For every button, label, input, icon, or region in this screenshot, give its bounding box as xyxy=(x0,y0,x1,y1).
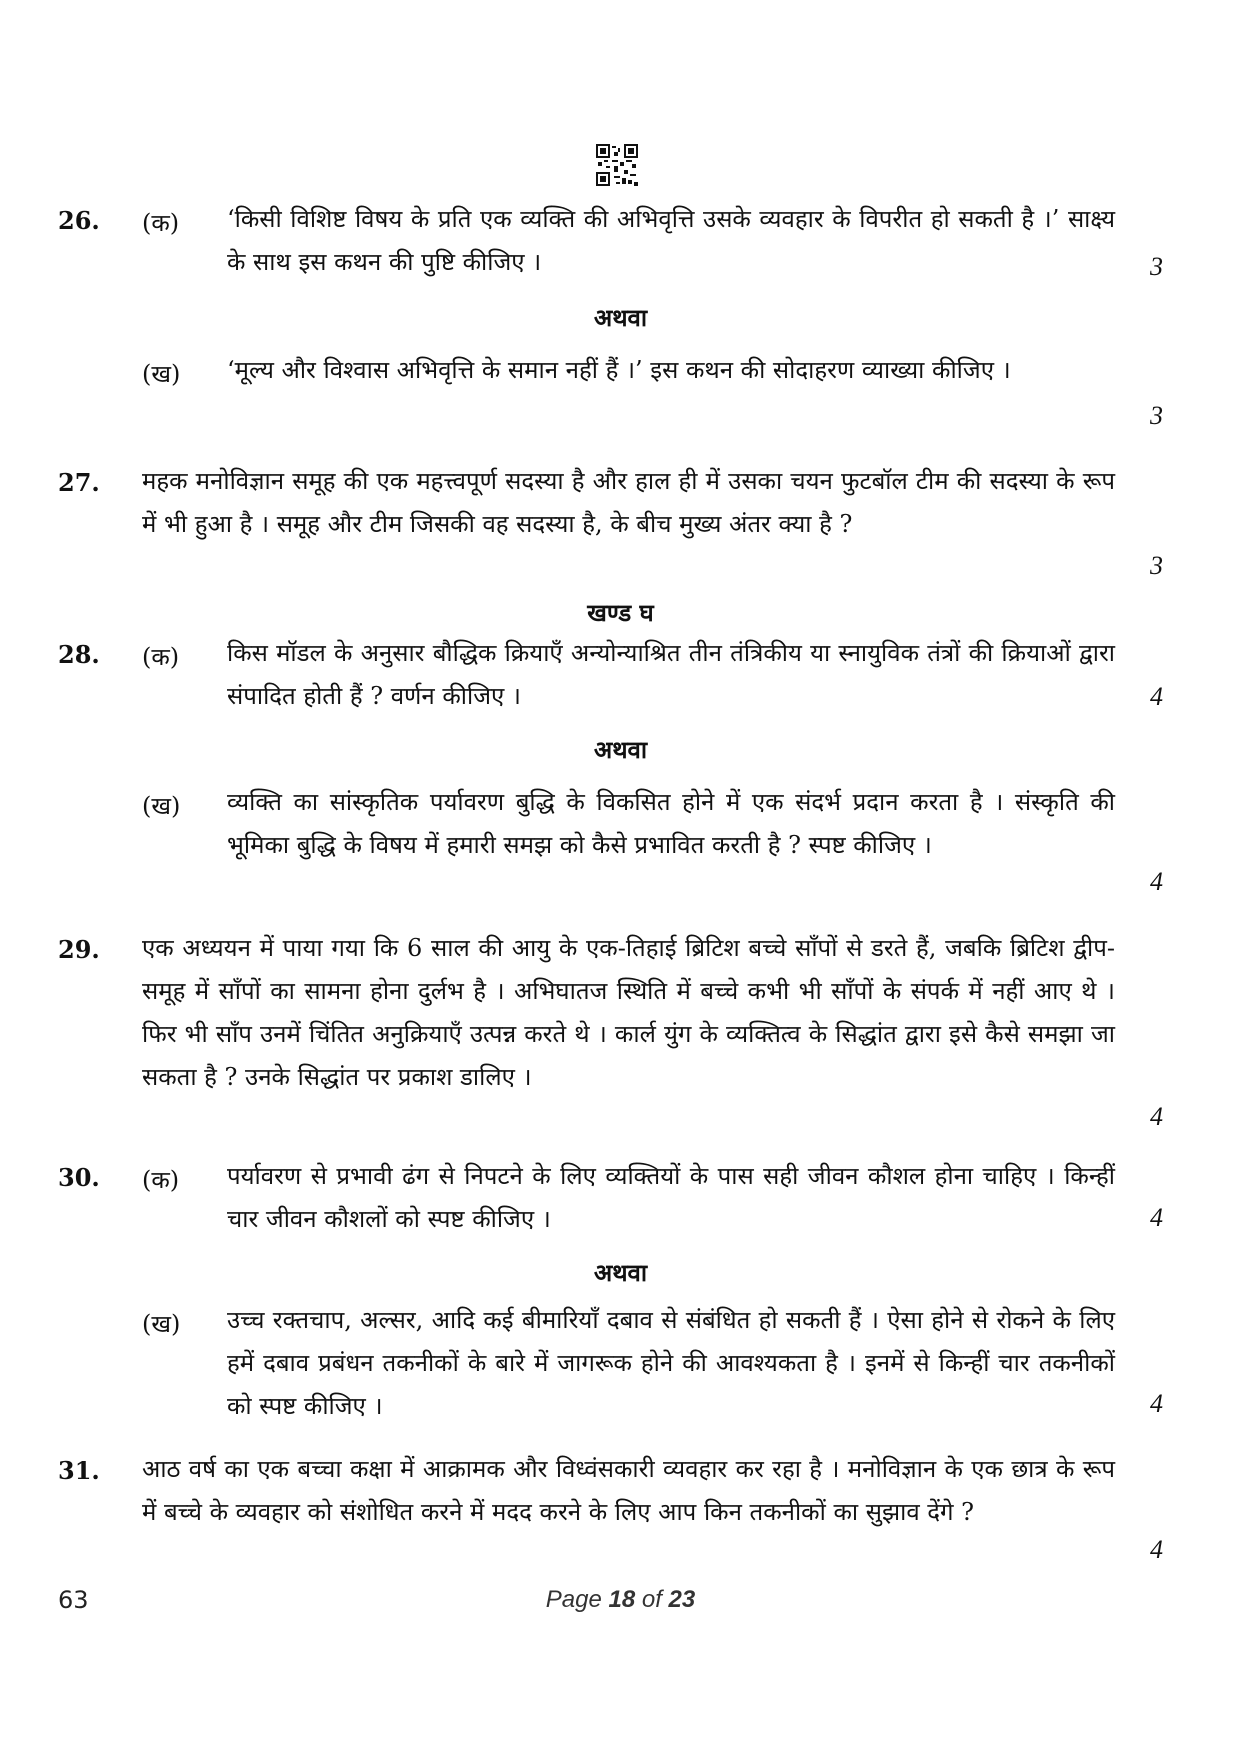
marks: 4 xyxy=(1150,1389,1163,1418)
or-separator: अथवा xyxy=(593,735,648,764)
marks: 4 xyxy=(1150,682,1163,711)
page-indicator xyxy=(0,1586,1241,1614)
question-text: महक मनोविज्ञान समूह की एक महत्त्वपूर्ण सदस्या है और हाल ही में उसका चयन फुटबॉल टीम की सदस्या के रूप में भी हुआ है । समूह और टीम जिसकी वह सदस्या है, के बीच मुख्य अंतर क्या है ? xyxy=(142,467,1115,538)
question-number: 26. xyxy=(58,206,100,235)
question-number: 31. xyxy=(58,1456,100,1485)
question-text: व्यक्ति का सांस्कृतिक पर्यावरण बुद्धि के विकसित होने में एक संदर्भ प्रदान करता है । संस्कृति की भूमिका बुद्धि के विषय में हमारी समझ को कैसे प्रभावित करती है ? स्पष्ट कीजिए । xyxy=(227,788,1115,859)
question-text: किस मॉडल के अनुसार बौद्धिक क्रियाएँ अन्योन्याश्रित तीन तंत्रिकीय या स्नायुविक तंत्रों की क्रियाओं द्वारा संपादित होती हैं ? वर्णन कीजिए । xyxy=(227,639,1115,710)
page-total: 23 xyxy=(668,1586,696,1613)
option-label: (ख) xyxy=(142,1310,181,1338)
question-text: ‘किसी विशिष्ट विषय के प्रति एक व्यक्ति की अभिवृत्ति उसके व्यवहार के विपरीत हो सकती है ।’ साक्ष्य के साथ इस कथन की पुष्टि कीजिए । xyxy=(227,205,1115,276)
option-label: (क) xyxy=(142,643,180,671)
marks: 4 xyxy=(1150,867,1163,896)
question-text: एक अध्ययन में पाया गया कि 6 साल की आयु के एक-तिहाई ब्रिटिश बच्चे साँपों से डरते हैं, जबकि ब्रिटिश द्वीप-समूह में साँपों का सामना होना दुर्लभ है । अभिघातज स्थिति में बच्चे कभी भी साँपों के संपर्क में नहीं आए थे । फिर भी साँप उनमें चिंतित अनुक्रियाएँ उत्पन्न करते थे । कार्ल युंग के व्यक्तित्व के सिद्धांत द्वारा इसे कैसे समझा जा सकता है ? उनके सिद्धांत पर प्रकाश डालिए । xyxy=(142,934,1115,1091)
option-label: (ख) xyxy=(142,792,181,820)
question-text: उच्च रक्तचाप, अल्सर, आदि कई बीमारियाँ दबाव से संबंधित हो सकती हैं । ऐसा होने से रोकने के लिए हमें दबाव प्रबंधन तकनीकों के बारे में जागरूक होने की आवश्यकता है । इनमें से किन्हीं चार तकनीकों को स्पष्ट कीजिए । xyxy=(227,1306,1115,1420)
question-text: आठ वर्ष का एक बच्चा कक्षा में आक्रामक और विध्वंसकारी व्यवहार कर रहा है । मनोविज्ञान के एक छात्र के रूप में बच्चे के व्यवहार को संशोधित करने में मदद करने के लिए आप किन तकनीकों का सुझाव देंगे ? xyxy=(142,1455,1115,1526)
page-of: of xyxy=(641,1586,662,1613)
marks: 3 xyxy=(1150,551,1163,580)
or-separator: अथवा xyxy=(593,1258,648,1287)
section-heading: खण्ड घ xyxy=(587,598,654,627)
question-number: 27. xyxy=(58,468,100,497)
page-prefix: Page xyxy=(545,1586,602,1613)
question-number: 30. xyxy=(58,1163,100,1192)
page-current: 18 xyxy=(608,1586,636,1613)
question-text: पर्यावरण से प्रभावी ढंग से निपटने के लिए व्यक्तियों के पास सही जीवन कौशल होना चाहिए । किन्हीं चार जीवन कौशलों को स्पष्ट कीजिए । xyxy=(227,1162,1115,1233)
paper-code: 63 xyxy=(58,1586,89,1614)
option-label: (क) xyxy=(142,209,180,237)
marks: 4 xyxy=(1150,1535,1163,1564)
option-label: (ख) xyxy=(142,360,181,388)
marks: 4 xyxy=(1150,1203,1163,1232)
question-text: ‘मूल्य और विश्वास अभिवृत्ति के समान नहीं हैं ।’ इस कथन की सोदाहरण व्याख्या कीजिए । xyxy=(227,356,1011,384)
marks: 3 xyxy=(1150,252,1163,281)
or-separator: अथवा xyxy=(593,303,648,332)
marks: 3 xyxy=(1150,401,1163,430)
qr-code-icon xyxy=(596,144,638,186)
question-number: 29. xyxy=(58,935,100,964)
question-number: 28. xyxy=(58,640,100,669)
marks: 4 xyxy=(1150,1102,1163,1131)
option-label: (क) xyxy=(142,1166,180,1194)
